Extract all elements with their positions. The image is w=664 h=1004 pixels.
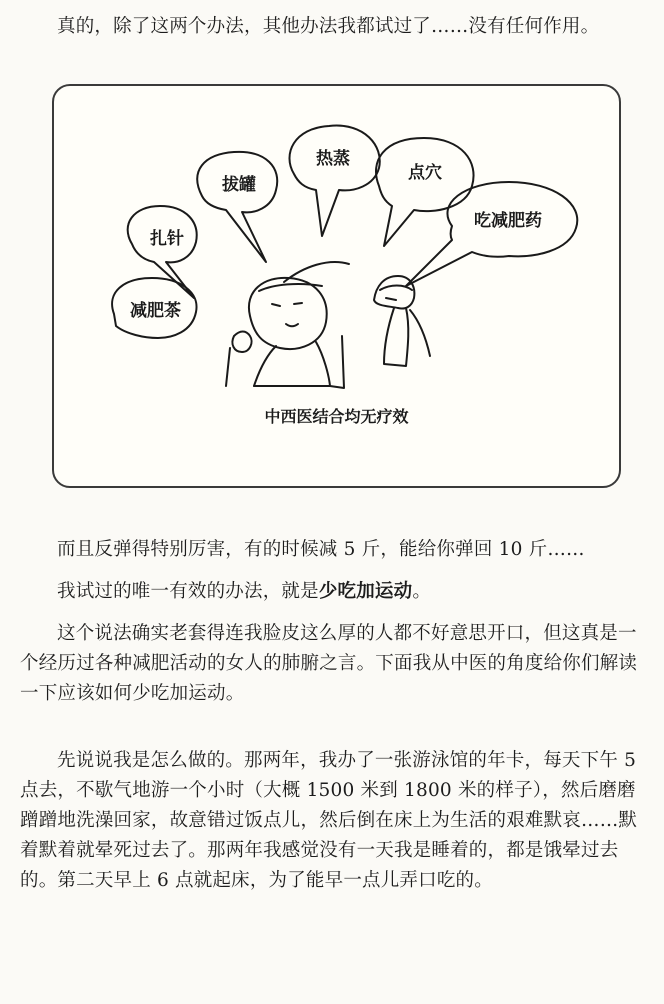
only-method-prefix: 我试过的唯一有效的办法，就是 xyxy=(57,581,319,602)
speech-bubble xyxy=(289,126,379,236)
illustration-caption: 中西医结合均无疗效 xyxy=(264,407,409,426)
bubble-label-cupping: 拔罐 xyxy=(222,175,256,195)
illustration-frame xyxy=(52,84,621,488)
bubble-label-steaming: 热蒸 xyxy=(316,149,350,169)
bubble-label-diet-pills: 吃减肥药 xyxy=(474,211,542,231)
only-method-highlight: 少吃加运动 xyxy=(318,581,413,602)
speech-bubble xyxy=(197,152,277,262)
patient-figure xyxy=(374,276,414,309)
only-method-paragraph xyxy=(20,577,650,607)
rebound-paragraph: 而且反弹得特别厉害，有的时候减 5 斤，能给你弹回 10 斤…… xyxy=(57,539,585,560)
speech-bubble xyxy=(376,138,474,246)
bubble-label-acupressure: 点穴 xyxy=(408,163,442,183)
speech-bubble xyxy=(128,206,197,298)
bubble-label-diet-tea: 减肥茶 xyxy=(130,301,181,321)
doctor-head xyxy=(249,278,327,349)
story-paragraph: 先说说我是怎么做的。那两年，我办了一张游泳馆的年卡，每天下午 5 点去，不歇气地游一个小时（大概 1500 米到 1800 米的样子），然后磨磨蹭蹭地洗澡回家，故意错过饭点儿，然后倒在床上为生活的艰难默哀……默着默着就晕死过去了。那两年我感觉没有一天我是睡着的，都是饿晕过去的。第二天早上 6 点就起床，为了能早一点儿弄口吃的。 xyxy=(20,750,638,891)
intro-paragraph: 真的，除了这两个办法，其他办法我都试过了……没有任何作用。 xyxy=(57,16,600,37)
speech-bubble xyxy=(406,182,577,286)
bubble-label-acupuncture: 扎针 xyxy=(150,229,184,249)
only-method-suffix: 。 xyxy=(412,581,432,602)
cliche-paragraph: 这个说法确实老套得连我脸皮这么厚的人都不好意思开口，但这真是一个经历过各种减肥活动的女人的肺腑之言。下面我从中医的角度给你们解读一下应该如何少吃加运动。 xyxy=(20,623,638,704)
